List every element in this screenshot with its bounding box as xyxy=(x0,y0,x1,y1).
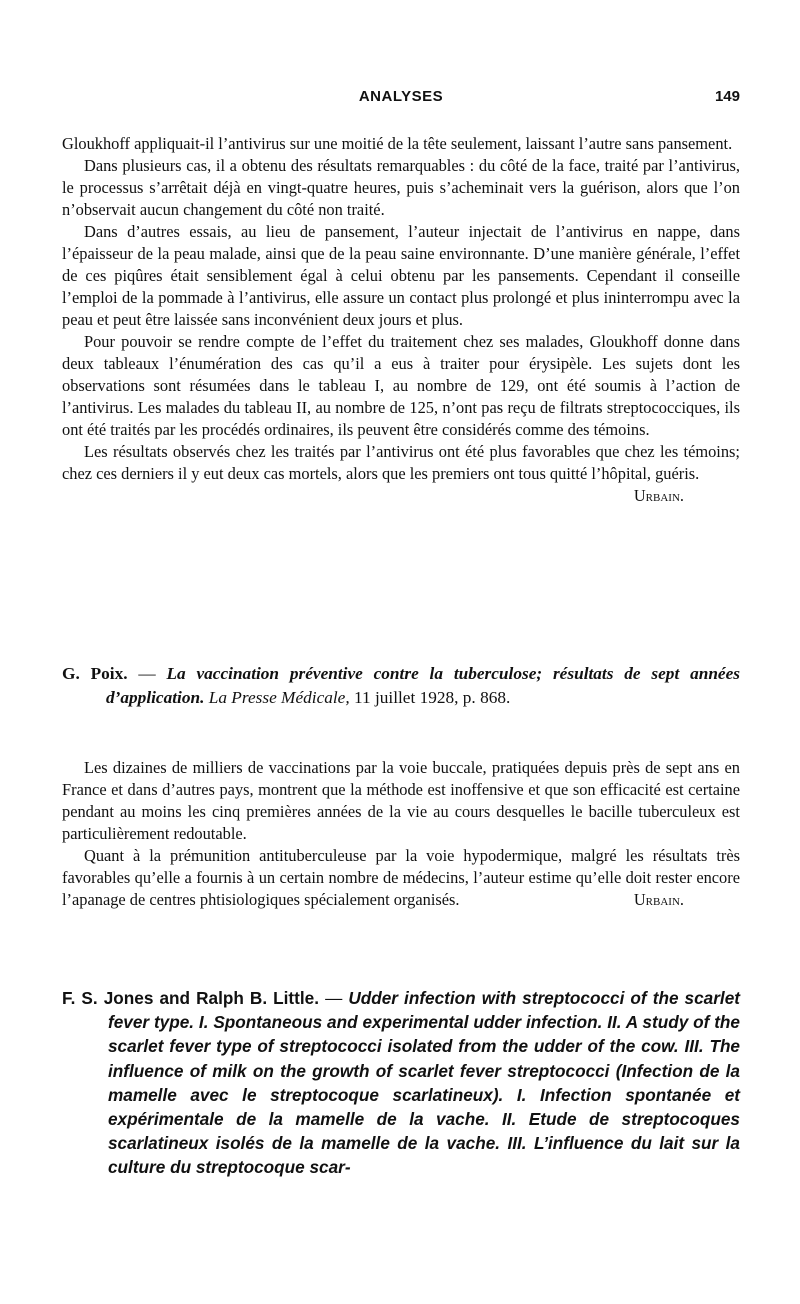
entry-title: La vaccination préventive contre la tuberculose; résultats de sept années d’application. xyxy=(106,664,740,707)
paragraph: Pour pouvoir se rendre compte de l’effet du traitement chez ses malades, Gloukhoff donne dans deux tableaux l’énumération des cas qu’il a eus à traiter pour érysipèle. Les sujets dont les observations sont résumées dans le tableau I, au nombre de 129, ont été soumis à l’action de l’antivirus. Les malades du tableau II, au nombre de 125, n’ont pas reçu de filtrats streptococciques, ils ont été traités par les procédés ordinaires, ils peuvent être considérés comme des témoins. xyxy=(62,332,740,439)
page-number: 149 xyxy=(714,88,740,105)
entry-citation: 11 juillet 1928, p. 868. xyxy=(349,688,511,707)
paragraph: Dans d’autres essais, au lieu de pansement, l’auteur injectait de l’antivirus en nappe, dans l’épaisseur de la peau malade, ainsi que de la peau saine environnante. D’une manière générale, l’effet de ces piqûres était sensiblement égal à celui obtenu par les pansements. Cependant il conseille l’emploi de la pommade à l’antivirus, elle assure un contact plus prolongé et plus ininterrompu avec la peau et peut être laissée sans inconvénient deux jours et plus. xyxy=(62,222,740,329)
paragraph xyxy=(62,845,740,911)
reviewer-signature: Urbain. xyxy=(633,486,684,505)
reference xyxy=(62,662,740,710)
abstract-gloukhoff xyxy=(62,133,740,507)
paragraph: Les dizaines de milliers de vaccinations par la voie buccale, pratiquées depuis près de sept ans en France et dans d’autres pays, montrent que la méthode est inoffensive et que son efficacité est certaine pendant au moins les cinq premières années de la vie au cours desquelles le bacille tuberculeux est particulièrement redoutable. xyxy=(62,758,740,843)
entry-author: G. Poix. xyxy=(62,664,128,683)
bibliographic-entry-poix xyxy=(62,662,740,710)
bibliographic-entry-jones-little xyxy=(62,986,740,1180)
entry-dash: — xyxy=(127,664,167,683)
reference xyxy=(62,986,740,1180)
paragraph-text: Quant à la prémunition antituberculeuse par la voie hypodermique, malgré les résultats très favorables qu’elle a fournis à un certain nombre de médecins, l’auteur estime qu’elle doit rester encore l’apanage de centres phtisiologiques spécialement organisés. xyxy=(62,846,740,909)
entry-dash: — xyxy=(319,988,349,1008)
paragraph-text: Les résultats observés chez les traités par l’antivirus ont été plus favorables que chez les témoins; chez ces derniers il y eut deux cas mortels, alors que les premiers ont tous quitté l’hôpital, guéris. xyxy=(62,442,740,483)
paragraph: Dans plusieurs cas, il a obtenu des résultats remarquables : du côté de la face, traité par l’antivirus, le processus s’arrêtait déjà en vingt-quatre heures, puis s’acheminait vers la guérison, alors que l’on n’observait aucun changement du côté non traité. xyxy=(62,156,740,219)
page-header xyxy=(62,88,740,112)
running-title: ANALYSES xyxy=(358,88,444,105)
reviewer-signature: Urbain. xyxy=(633,890,684,909)
entry-journal: La Presse Médicale, xyxy=(208,688,350,707)
paragraph xyxy=(62,441,740,505)
entry-author: F. S. Jones and Ralph B. Little. xyxy=(62,988,319,1008)
entry-title: Udder infection with streptococci of the scarlet fever type. I. Spontaneous and experimental udder infection. II. A study of the scarlet fever type of streptococci isolated from the udder of the cow. III. The influence of milk on the growth of scarlet fever streptococci (Infection de la mamelle avec le streptocoque scarlatineux). I. Infection spontanée et expérimentale de la mamelle de la vache. II. Etude de streptocoques scarlatineux isolés de la mamelle de la vache. III. L’influence du lait sur la culture du streptocoque scar- xyxy=(108,988,740,1178)
abstract-poix xyxy=(62,757,740,911)
paragraph: Gloukhoff appliquait-il l’antivirus sur une moitié de la tête seulement, laissant l’autre sans pansement. xyxy=(62,134,733,153)
